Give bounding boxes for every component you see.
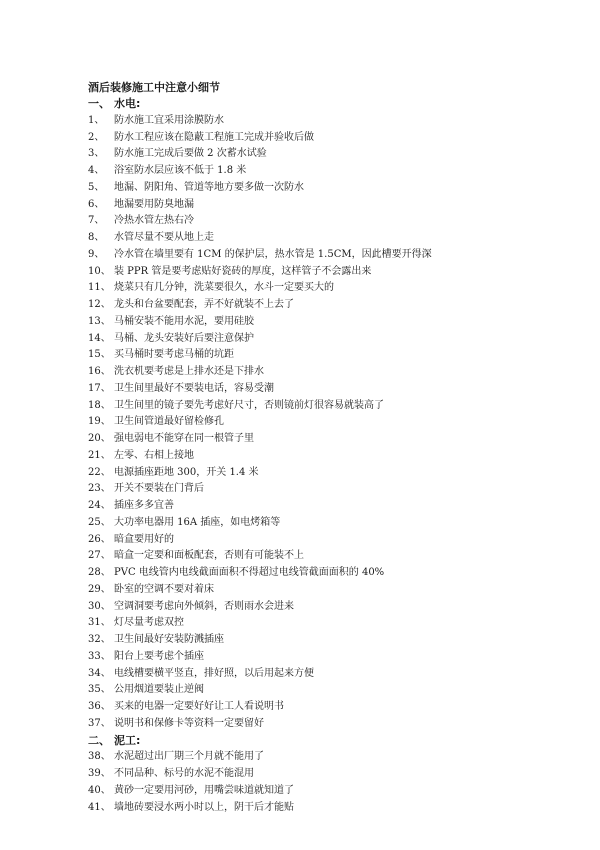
list-item — [88, 615, 578, 632]
item-text: 买来的电器一定要好好让工人看说明书 — [114, 701, 284, 712]
item-number: 8、 — [88, 232, 105, 243]
section-heading — [88, 96, 578, 113]
list-item — [88, 699, 578, 716]
item-number: 25、 — [88, 516, 111, 528]
item-number: 15、 — [88, 349, 111, 361]
list-item — [88, 766, 578, 783]
list-item — [88, 481, 578, 498]
document-page — [88, 80, 578, 816]
item-text: 水泥超过出厂期三个月就不能用了 — [114, 751, 264, 763]
item-text: 防水工程应该在隐蔽工程施工完成并验收后做 — [114, 131, 314, 143]
item-number: 36、 — [88, 701, 111, 712]
list-item — [88, 364, 578, 381]
item-number: 14、 — [88, 332, 111, 344]
item-number: 38、 — [88, 751, 111, 763]
item-number: 40、 — [88, 784, 111, 796]
item-text: 大功率电器用 16A 插座，如电烤箱等 — [114, 516, 281, 528]
item-number: 5、 — [88, 181, 105, 193]
list-item — [88, 197, 578, 214]
list-item — [88, 264, 578, 281]
list-item — [88, 113, 578, 130]
item-text: 公用烟道要装止逆阀 — [114, 684, 204, 696]
item-text: 烧菜只有几分钟，洗菜要很久，水斗一定要买大的 — [114, 282, 334, 294]
list-item — [88, 666, 578, 683]
section — [88, 96, 578, 733]
item-text: 马桶安装不能用水泥，要用硅胶 — [114, 315, 254, 327]
list-item — [88, 582, 578, 599]
list-item — [88, 381, 578, 398]
section — [88, 733, 578, 817]
list-item — [88, 347, 578, 364]
item-number: 7、 — [88, 215, 105, 227]
item-text: 卫生间里的镜子要先考虑好尺寸，否则镜前灯很容易就装高了 — [114, 399, 384, 411]
sections-container — [88, 96, 578, 816]
item-text: 地漏、阴阳角、管道等地方要多做一次防水 — [114, 181, 304, 193]
list-item — [88, 180, 578, 197]
list-item — [88, 398, 578, 415]
list-item — [88, 146, 578, 163]
item-text: 冷水管在墙里要有 1CM 的保护层，热水管是 1.5CM，因此槽要开得深 — [114, 248, 432, 260]
item-text: 空调洞要考虑向外倾斜，否则雨水会进来 — [114, 600, 294, 612]
list-item — [88, 331, 578, 348]
list-item — [88, 448, 578, 465]
item-number: 41、 — [88, 801, 111, 813]
item-number: 37、 — [88, 717, 111, 729]
item-number: 21、 — [88, 449, 111, 461]
item-number: 32、 — [88, 634, 111, 645]
item-text: 装 PPR 管是要考虑贴好瓷砖的厚度，这样管子不会露出来 — [114, 265, 372, 277]
list-item — [88, 280, 578, 297]
list-item — [88, 297, 578, 314]
item-text: 不同品种、标号的水泥不能混用 — [114, 768, 254, 779]
list-item — [88, 163, 578, 180]
item-number: 3、 — [88, 148, 105, 160]
item-text: 水管尽量不要从地上走 — [114, 232, 214, 243]
list-item — [88, 548, 578, 565]
item-number: 24、 — [88, 500, 111, 511]
list-item — [88, 783, 578, 800]
item-text: 灯尽量考虑双控 — [114, 617, 184, 629]
item-number: 12、 — [88, 299, 111, 310]
section-name: 泥工: — [114, 733, 141, 747]
item-text: 地漏要用防臭地漏 — [114, 198, 194, 210]
item-text: 电线槽要横平竖直，排好照，以后用起来方便 — [114, 667, 314, 679]
list-item — [88, 498, 578, 515]
item-number: 29、 — [88, 583, 111, 595]
item-number: 16、 — [88, 366, 111, 377]
item-number: 18、 — [88, 399, 111, 411]
section-number: 二、 — [88, 733, 110, 747]
item-text: 龙头和台盆要配套，弄不好就装不上去了 — [114, 299, 294, 310]
item-number: 2、 — [88, 131, 105, 143]
list-item — [88, 532, 578, 549]
item-number: 39、 — [88, 768, 111, 779]
item-text: 暗盒一定要和面板配套，否则有可能装不上 — [114, 550, 304, 562]
document-title: 酒后装修施工中注意小细节 — [88, 81, 220, 94]
list-item — [88, 230, 578, 247]
section-heading — [88, 733, 578, 750]
item-number: 27、 — [88, 550, 111, 562]
list-item — [88, 749, 578, 766]
item-text: 浴室防水层应该不低于 1.8 米 — [114, 165, 247, 176]
list-item — [88, 682, 578, 699]
item-number: 35、 — [88, 684, 111, 696]
item-text: 暗盒要用好的 — [114, 533, 174, 545]
item-number: 34、 — [88, 667, 111, 679]
item-text: 墙地砖要浸水两小时以上，阴干后才能贴 — [114, 801, 294, 813]
item-number: 33、 — [88, 650, 111, 662]
item-number: 22、 — [88, 466, 111, 478]
list-item — [88, 213, 578, 230]
item-number: 1、 — [88, 114, 105, 126]
list-item — [88, 716, 578, 733]
list-item — [88, 314, 578, 331]
item-number: 9、 — [88, 248, 105, 260]
item-text: 买马桶时要考虑马桶的坑距 — [114, 349, 234, 361]
item-number: 13、 — [88, 315, 111, 327]
section-number: 一、 — [88, 97, 110, 110]
item-text: 开关不要装在门背后 — [114, 483, 204, 495]
item-text: 强电弱电不能穿在同一根管子里 — [114, 433, 254, 444]
list-item — [88, 649, 578, 666]
item-text: 洗衣机要考虑是上排水还是下排水 — [114, 366, 264, 377]
item-number: 31、 — [88, 617, 111, 629]
item-text: 防水施工完成后要做 2 次蓄水试验 — [114, 148, 267, 160]
list-item — [88, 465, 578, 482]
item-text: 左零、右相上接地 — [114, 449, 194, 461]
item-text: 电源插座距地 300，开关 1.4 米 — [114, 466, 259, 478]
item-text: 卫生间管道最好留检修孔 — [114, 416, 224, 428]
list-item — [88, 431, 578, 448]
item-number: 28、 — [88, 567, 111, 578]
item-number: 30、 — [88, 600, 111, 612]
list-item — [88, 599, 578, 616]
item-text: 卫生间最好安装防溅插座 — [114, 634, 224, 645]
item-text: 防水施工宜采用涂膜防水 — [114, 114, 224, 126]
item-text: 插座多多宜善 — [114, 500, 174, 511]
item-number: 23、 — [88, 483, 111, 495]
item-text: 马桶、龙头安装好后要注意保护 — [114, 332, 254, 344]
item-number: 11、 — [88, 282, 111, 294]
list-item — [88, 130, 578, 147]
item-number: 17、 — [88, 382, 111, 394]
item-text: 卫生间里最好不要装电话，容易受潮 — [114, 382, 274, 394]
list-item — [88, 565, 578, 582]
list-item — [88, 515, 578, 532]
item-text: PVC 电线管内电线截面面积不得超过电线管截面面积的 40% — [114, 567, 385, 578]
item-number: 19、 — [88, 416, 111, 428]
item-number: 10、 — [88, 265, 111, 277]
item-text: 黄砂一定要用河砂，用嘴尝味道就知道了 — [114, 784, 294, 796]
list-item — [88, 414, 578, 431]
list-item — [88, 247, 578, 264]
item-text: 阳台上要考虑个插座 — [114, 650, 204, 662]
item-number: 26、 — [88, 533, 111, 545]
section-name: 水电: — [114, 97, 141, 110]
item-number: 6、 — [88, 198, 105, 210]
item-text: 冷热水管左热右冷 — [114, 215, 194, 227]
item-number: 4、 — [88, 165, 105, 176]
list-item — [88, 632, 578, 649]
item-number: 20、 — [88, 433, 111, 444]
item-text: 卧室的空调不要对着床 — [114, 583, 214, 595]
list-item — [88, 800, 578, 817]
item-text: 说明书和保修卡等资料一定要留好 — [114, 717, 264, 729]
